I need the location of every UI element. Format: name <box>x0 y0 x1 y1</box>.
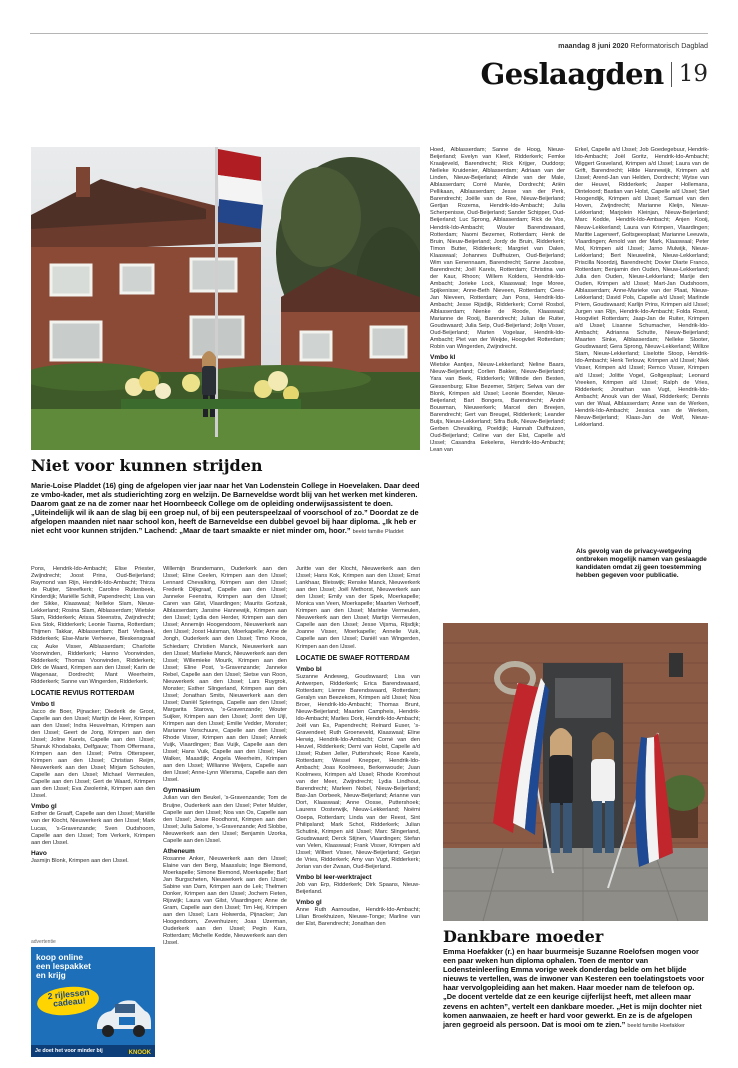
results-column-3 <box>296 566 420 1054</box>
publication-name: Reformatorisch Dagblad <box>630 41 708 50</box>
advertisement[interactable] <box>31 947 155 1057</box>
photo-house-illustration <box>31 147 420 450</box>
article-intro-hoefakker <box>443 947 708 1031</box>
level-heading-vmbo-bl-lwt: Vmbo bl leer-werktraject <box>296 873 372 881</box>
graduate-photo-house <box>31 147 420 450</box>
level-heading-vmbo-kl: Vmbo kl <box>430 354 456 362</box>
name-list: Job van Erp, Ridderkerk; Dirk Spaans, Nieuw-Beijerland. <box>296 881 420 895</box>
intro-text-pladdet: Marie-Loise Pladdet (16) ging de afgelopen vier jaar naar het Van Lodenstein College in Hoevelaken. Daar deed ze vmbo-kader, met als studierichting zorg en welzijn. De Barneveldse wordt blij van het werken met kinderen. Daarom gaat ze na de zomer naar het Hoornbeeck College om de opleiding onderwijsassistent te doen. „Uiteindelijk wil ik aan de slag bij een groep nul, of bij een peuterspeelzaal of voorschool of zo.” Doordat ze de afgelopen maanden niet naar school kon, heeft de Barneveldse een dubbel gevoel bij haar diploma. „Ik heb er niet echt voor kunnen strijden.” Lachend: „Maar de taart smaakte er niet minder om, hoor.” <box>31 481 420 536</box>
name-list: Julian van den Beukel, 's-Gravenzande; Tom de Bruijne, Ouderkerk aan den IJssel; Peter Mulder, Capelle aan den IJssel; Noa van Os, Capelle aan den IJssel; Jesse Roodhorst, Krimpen aan den IJssel; Julia Salome, 's-Gravenzande; Ard Slobbe, Nieuwerkerk aan den IJssel; Benjamin Uzorka, Capelle aan den IJssel. <box>163 795 287 844</box>
level-heading-gymnasium: Gymnasium <box>163 787 201 795</box>
graduate-photo-flags <box>443 623 708 921</box>
car-icon <box>93 991 153 1041</box>
name-list: Jasmijn Blonk, Krimpen aan den IJssel. <box>31 857 129 864</box>
ad-logo: KNOOK <box>128 1050 151 1056</box>
privacy-notice: Als gevolg van de privacy-wetgeving ontbreken mogelijk namen van geslaagde kandidaten omdat zij geen toestemming hebben gegeven voor publicatie. <box>576 548 707 579</box>
level-heading-vmbo-gl: Vmbo gl <box>31 803 57 811</box>
name-list: Juritte van der Klocht, Nieuwerkerk aan den IJssel; Hans Kok, Krimpen aan den IJssel; Ernst Lankhaar, Bleiswijk; Renske Manck, Nieuwerkerk aan den IJssel; Joël Methorst, Nieuwerkerk aan den IJssel; Emily van der Spek, Moerkapelle; Monica van Veen, Moerkapelle; Maarten Verhoeff, Krimpen aan den IJssel; Marinke Vermeulen, Nieuwerkerk aan den IJssel; Martijn Vermeulen, Capelle aan den IJssel; Jesse Vijsma, Rijsdijk; Joanne Visser, Moerkapelle; Annelie Vuik, Capelle aan den IJssel; Daniël van Wingerden, Krimpen aan den IJssel. <box>296 566 420 650</box>
section-divider <box>671 62 672 87</box>
results-column-1 <box>31 566 155 921</box>
results-column-4 <box>430 147 565 597</box>
photo-credit-hoefakker: beeld familie Hoefakker <box>627 1022 685 1029</box>
photo-credit-pladdet: beeld familie Pladdet <box>352 529 404 536</box>
name-list: Anne Ruth Aarnoudse, Hendrik-Ido-Ambacht; Lilian Broekhuizen, Nieuwe-Tonge; Marline van der Elst, Barendrecht; Jonathan den <box>296 906 420 928</box>
level-heading-vmbo-tl: Vmbo tl <box>31 700 55 708</box>
article-title-moeder: Dankbare moeder <box>443 927 604 946</box>
results-column-2 <box>163 566 287 1054</box>
name-list: Jacco de Boer, Pijnacker; Diederik de Groot, Capelle aan den IJssel; Martijn de Heer, Krimpen aan den IJssel; Indra Heuvelman, Krimpen aan den IJssel; Geert de Jong, Krimpen aan den IJssel; Joline Karels, Capelle aan den IJssel; Shanuk Khodabaks, Delfgauw; Thom Offermans, Krimpen aan den IJssel; Petra Otterspeer, Krimpen aan den IJssel; Christian Reijm, Nieuwerkerk aan den IJssel; Mirjam Schouten, Capelle aan den IJssel; Michael Vermeulen, Capelle aan den IJssel; Gert de Waard, Krimpen aan den IJssel; Eva Zwolerink, Krimpen aan den IJssel. <box>31 708 155 800</box>
name-list: Suzanne Andeweg, Goudswaard; Lisa van Antwerpen, Ridderkerk; Erica Barendswaard, Rotterdam; Lienne Barendswaard, Rotterdam; Geralyn van Beezekom, Krimpen a/d IJssel; Noa Broer, Hendrik-Ido-Ambacht; Thomas Brunt, Nieuw-Beijerland; Maarten Campheis, Hendrik-Ido-Ambacht; Marlies Dork, Hendrik-Ido-Ambacht; Joël van Es, Papendrecht; Reinard Euser, 's-Gravendeel; Ruth Groeneveld, Klaaswaal; Eline Herwig, Hendrik-Ido-Ambacht; Corné van den Heuvel, Ridderkerk; Demi van Holst, Capelle a/d IJssel; Ruben Jelier, Puttershoek; Rose Karels, Rotterdam; Wessel Knepper, Hendrik-Ido-Ambacht; Joas Koolmees, Berkenwoude; Juan Koolmees, Krimpen a/d IJssel; Rhode Kromhout van der Meer, Zwijndrecht; Lydia Lindhout, Barendrecht; Marleen Nobel, Nieuw-Beijerland; Bas-Jan Oorbeek, Nieuw-Beijerland; Arianne van Dort, Klaaswaal; Anne Oosse, Puttershoek; Laurens Oosterwijk, Nieuw-Lekkerland; Noëmi Ooepa, Rotterdam; Linda van der Reest, Sint Philipsland; Mark Schot, Ridderkerk; Julian Schutink, Krimpen a/d IJssel; Marc Slingerland, Goudswaard; Derck Stijnen, Vlaardingen; Stefan van Velen, Klaaswaal; Frank Visser, Krimpen a/d IJssel; Wilbert Visser, Nieuw-Beijerland; Gerjan de Vries, Ridderkerk; Amy van Vugt, Ridderkerk; Jorian van der Zwaan, Oud-Beijerland. <box>296 673 420 870</box>
article-intro-pladdet <box>31 481 420 538</box>
location-heading-revius: LOCATIE REVIUS ROTTERDAM <box>31 689 135 697</box>
level-heading-atheneum: Atheneum <box>163 847 195 855</box>
section-title: Geslaagden <box>480 57 664 91</box>
page-number: 19 <box>678 61 708 87</box>
results-column-5 <box>575 147 709 543</box>
advertisement-label: advertentie <box>31 939 56 945</box>
level-heading-havo: Havo <box>31 849 47 857</box>
name-list: Hoed, Alblasserdam; Sanne de Hoog, Nieuw-Beijerland; Evelyn van Kleef, Ridderkerk; Femke Kraaijeveld, Barendrecht; Rick Krijger, Ouddorp; Nelleke Kruidenier, Alblasserdam; Adriaan van der Linden, Nieuw-Beijerland; Alinde van der Male, Alblasserdam; Corré Marée, Dordrecht; Ariën Pellikaan, Alblasserdam; Jesse van der Perk, Barendrecht; Joëlle van de Ree, Nieuw-Beijerland; Gertjan Rozema, Hendrik-Ido-Ambacht; Julia Scherpenisse, Oud-Beijerland; Sander Schipper, Oud-Beijerland; Luc Sprong, Alblasserdam; Rick de Vos, Hendrik-Ido-Ambacht; Wouter Barendswaard, Rotterdam; Naomi Bezemer, Rotterdam; Henk de Bruin, Nieuw-Beijerland; Jordy de Bruin, Ridderkerk; Timon Butter, Ridderkerk; Margriet van Dalen, Klaaswaal; Johannes Dulfhuizen, Oud-Beijerland; Wim van Eenennaam, Barendrecht; Sanne Jacobse, Barendrecht; Joël Karels, Rotterdam; Christina van der Kaur, Rhoon; Willem Kolders, Hendrik-Ido-Ambacht; Jorieke Lock, Klaaswaal; Inge Moree, Spijkenisse; Anne-Beth Nieveen, Rotterdam; Cees-Jan Nieveen, Rotterdam; Jan Pons, Hendrik-Ido-Ambacht; Jesse Rijsdijk, Ridderkerk; Corné Rosbol, Alblasserdam; Nienke de Roode, Klaaswaal; Marianne de Rooij, Barendrecht; Julian de Ruiter, Goudswaard; Julia Seip, Oud-Beijerland; Jolijn Visser, Oud-Beijerland; Marten Vogelaar, Hendrik-Ido-Ambacht; Piet van der Weijde, Hoogvliet Rotterdam; Robin van Wingerden, Zwijndrecht. <box>430 147 565 351</box>
section-header <box>480 56 708 92</box>
name-list: Rosanne Anker, Nieuwerkerk aan den IJssel; Elaine van den Berg, Maassluis; Inge Biemond, Moerkapelle; Simone Biemond, Moerkapelle; Bart Jan Burgscheten, Nieuwerkerk aan den IJssel; Sabine van Dam, Krimpen aan de Lek; Thelmen Donker, Krimpen aan den IJssel; Jochem Fieten, Rijswijk; Laura van Gilst, Vlaardingen; Anne de Gram, Capelle aan den IJssel; Tim Hej, Krimpen aan den IJssel; Lars Holwerda, Pijnacker; Jan Hoogendoorn, Zevenhuizen; Joas IJzerman, Ouderkerk aan den IJssel; Pegin Kars, Rotterdam; Michelle Kedde, Nieuwerkerk aan den IJssel. <box>163 855 287 947</box>
header-rule <box>30 33 708 34</box>
level-heading-vmbo-gl: Vmbo gl <box>296 898 322 906</box>
photo-flags-illustration <box>443 623 708 921</box>
ad-headline: koop online een lespakket en krijg <box>36 952 91 980</box>
ad-tagline: Je doet het voor minder bij <box>31 1045 155 1057</box>
dateline <box>558 41 708 50</box>
name-list: Esther de Graaff, Capelle aan den IJssel; Mariëlle van der Klocht, Nieuwerkerk aan den IJssel; Mark Lucas, 's-Gravenzande; Sven Oudshoorn, Capelle aan den IJssel; Tom Verkerk, Krimpen aan den IJssel. <box>31 811 155 846</box>
name-list: Wietske Aantjes, Nieuw-Lekkerland; Neline Baars, Nieuw-Beijerland; Corlien Bakker, Nieuw-Beijerland; Yara van Beek, Ridderkerk; Willinde den Besten, Giessenburg; Elise Bezemer, Strijen; Selwa van der Blonk, Krimpen a/d IJssel; Leonie Boender, Nieuw-Beijerland; Bart Bongers, Barendrecht; André Bouwman, Nieuwerkerk; Marcel den Breejen, Barendrecht; Gert van Breugel, Ridderkerk; Leander Buijs, Nieuw-Lekkerland; Sifra Bulk, Nieuw-Beijerland; Gerben Chevalking, Poeldijk; Hannah Dulfhuizen, Oud-Beijerland; Celine van der Elst, Capelle a/d IJssel; Casandra Eekelens, Hendrik-Ido-Ambacht; Lean van <box>430 362 565 453</box>
article-title-strijden: Niet voor kunnen strijden <box>31 456 263 475</box>
name-list: Erkel, Capelle a/d IJssel; Job Goedegebuur, Hendrik-Ido-Ambacht; Joël Goritz, Hendrik-Ido-Ambacht; Wiggert Graveland, Krimpen a/d IJssel; Laura van de Grift, Barendrecht; Hilde Hannewijk, Krimpen a/d IJssel; Arend-Jan van Helden, Dordrecht; Wytse van der Heuvel, Ridderkerk; Jasper Hollemans, Dinteloord; Bastian van Holst, Capelle a/d IJssel; Stef Hoogendijk, Krimpen a/d IJssel; Samuel van den Hoven, Zwijndrecht; Marianne Kleijn, Nieuw-Lekkerland; Marjolein Kleinjan, Nieuw-Beijerland; Marc Kodde, Hendrik-Ido-Ambacht; Anjen Kooij, Nieuw-Lekkerland; Laura van Krimpen, Vlaardingen; Maritte Lagerwerf, Goltsgeesplaat; Marianne Leeuwis, Vlaardingen; Arnold van der Mark, Klaaswaal; Peter Mol, Krimpen a/d IJssel; Jarno Mulwijk, Nieuw-Lekkerland; Bert Nieuwelink, Nieuw-Lekkerland; Priscilla Noordzij, Barendrecht; Dovier Diarte Franco, Rotterdam; Benjamin den Ouden, Nieuw-Lekkerland; Julia den Ouden, Nieuw-Lekkerland; Marije den Ouden, Krimpen a/d IJssel; Mart-Jan Oudshoorn, Alblasserdam; Anne-Marieke van der Plaat, Nieuw-Lekkerland; David Pols, Capelle a/d IJssel; Marlinde Priem, Goudswaard; Karlijn Prins, Krimpen a/d IJssel; Jurgen van Rijn, Hendrik-Ido-Ambacht; Folda Roest, Hoogvliet Rotterdam; Jaap-Jan de Ruiter, Krimpen a/d IJssel; Lisanne Schumacher, Hendrik-Ido-Ambacht; Adrianna Schutte, Nieuw-Beijerland; Maarten Sinke, Alblasserdam; Nelleke Slooter, Goudswaard; Gera Sprong, Nieuw-Lekkerland; Willize Stam, Nieuw-Lekkerland; Liselotte Stoop, Hendrik-Ido-Ambacht; Henk Terlouw, Krimpen a/d IJssel; Niek Visser, Krimpen a/d IJssel; Remco Visser, Krimpen a/d IJssel; Jolitte Vogel, Goltgesplaat; Leonard Vreeken, Krimpen a/d IJssel; Ralph de Vries, Ridderkerk; Jonathan van Vugt, Hendrik-Ido-Ambacht; Anouk van der Waal, Ridderkerk; Dennis van der Waal, Alblasserdam; Anne van de Werken, Hendrik-Ido-Ambacht; Jessica van de Werken, Nieuw-Beijerland; Klaas-Jan de Wolf, Nieuw-Lekkerland. <box>575 147 709 428</box>
name-list: Willemijn Brandemann, Ouderkerk aan den IJssel; Eline Ceelen, Krimpen aan den IJssel; Lennard Chevalking, Krimpen aan den IJssel; Frederik Dijkgraaf, Capelle aan den IJssel; Janneke Feenstra, Krimpen aan den IJssel; Caren van Gilst, Vlaardingen; Maurits Gortzak, Alblasserdam; Jansine Hannewijk, Krimpen aan den IJssel; Lydia den Herder, Krimpen aan den IJssel; Annemijn Hoogendoorn, Nieuwerkerk aan den IJssel; Joost Huisman, Moerkapelle; Anne de Jongh, Ouderkerk aan den IJssel; Timo Kroos, Schiedam; Christien Manck, Nieuwerkerk aan den IJssel; Marlieke Manck, Nieuwerkerk aan den IJssel; Willemieke Mourik, Krimpen aan den IJssel; Eline Post, 's-Gravenzande; Janneke Rebel, Capelle aan den IJssel; Sietse van Roon, Nieuwerkerk aan den IJssel; Lars Ruygrok, Monster; Esther Slingerland, Krimpen aan den IJssel; Jonathan Smits, Nieuwerkerk aan den IJssel; Daniël Spieringa, Capelle aan den IJssel; Margarita Starova, 's-Gravenzande; Wouter Suijker, Krimpen aan den IJssel; Jorrit den Uijl, Krimpen aan den IJssel; Emilie Vedder, Monster; Marianne Verschuure, Capelle aan den IJssel; Rhode Visser, Krimpen aan den IJssel; Anniek Vuijk, Vlaardingen; Bas Vuijk, Capelle aan den IJssel; Hans Vuik, Capelle aan den IJssel; Han Walker, Maasdijk; Angela Weerheim, Krimpen aan den IJssel; Willianne Weijers, Capelle aan den IJssel; Anne-Lynn Wiersma, Capelle aan den IJssel. <box>163 566 287 784</box>
name-list: Pons, Hendrik-Ido-Ambacht; Elise Priester, Zwijndrecht; Joost Prins, Oud-Beijerland; Raymond van Rijn, Hendrik-Ido-Ambacht; Thirza de Ruijter, Streefkerk; Caroline Ruitenbeek, Kinderdijk; Mariëlle Schilt, Papendrecht; Lisa van der Sikke, Klaaswaal; Nelleke Slam, Nieuw-Lekkerland; Rosina Slam, Alblasserdam; Wietske Slam, Ridderkerk; Arissa Steenstra, Zwijndrecht; Eva Stok, Ridderkerk; Leonie Tasma, Rotterdam; Thijmen Takkar, Alblasserdam; Bart Verbaek, Ridderkerk; Else-Marie Verheeve, Bleskensgraaf ca; Auke Visser, Alblasserdam; Charlotte Voorwinden, Ridderkerk; Hanno Voorwinden, Ridderkerk; Thomas Voorwinden, Ridderkerk; Dirk de Waard, Krimpen aan den IJssel; Karin de Wagenaar, Dordrecht; Mant Weerheim, Ridderkerk; Sanne van Wingerden, Ridderkerk. <box>31 566 155 685</box>
issue-date: maandag 8 juni 2020 <box>558 41 629 50</box>
ad-offer: 2 rijlessen cadeau! <box>47 986 90 1009</box>
location-heading-de-swaef: LOCATIE DE SWAEF ROTTERDAM <box>296 654 410 662</box>
level-heading-vmbo-bl: Vmbo bl <box>296 665 322 673</box>
intro-text-hoefakker: Emma Hoefakker (r.) en haar buurmeisje Suzanne Roelofsen mogen voor een paar weken hun diploma ophalen. Toen de mentor van Lodensteinleerling Emma vorige week donderdag belde om het blijde nieuws te vertellen, was de inwoner van Kesteren een toelatingstoets voor haar vervolgopleiding aan het maken. Haar moeder nam de telefoon op. „De docent vertelde dat ze een keurige cijferlijst heeft, met alleen maar zevens en achten”, vertelt een dankbare moeder. „Het is mijn dochter niet komen aanwaaien, ze heeft er hard voor gewerkt. En ze is de afgelopen jaren gegroeid als persoon. Dat is mooi om te zien.” <box>443 947 705 1029</box>
